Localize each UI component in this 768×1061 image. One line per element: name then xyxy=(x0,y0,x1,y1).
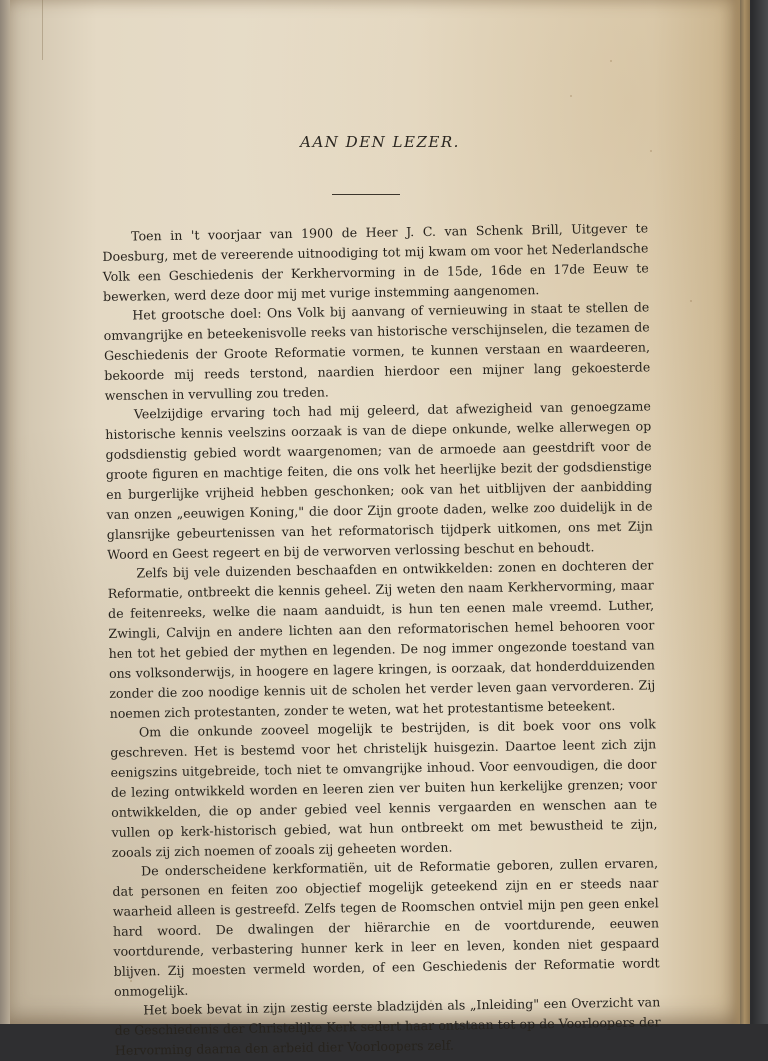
page-fold xyxy=(32,0,43,60)
paragraph-6: De onderscheidene kerkformatiën, uit de Reformatie geboren, zullen ervaren, dat personen en feiten zoo objectief mogelijk geteekend zijn en er steeds naar waarheid alleen is gestreefd. Zelfs tegen de Roomschen ontviel mijn pen geen enkel hard woord. De dwalingen der hiërarchie en de voortdurende, eeuwen voortdurende, verbastering hunner kerk in leer en leven, konden niet gespaard blijven. Zij moesten vermeld worden, of een Geschiedenis der Reformatie wordt onmogelijk. xyxy=(112,855,660,999)
title-rule xyxy=(332,194,400,195)
paragraph-3: Veelzijdige ervaring toch had mij geleerd, dat afwezigheid van genoegzame historische kennis veelszins oorzaak is van de diepe onkunde, welke allerwegen op godsdienstig gebied wordt waargenomen; van de armoede aan geestdrift voor de groote figuren en machtige feiten, die ons volk het heerlijke bezit der godsdienstige en burgerlijke vrijheid hebben geschonken; ook van het uitblijven der aanbidding van onzen „eeuwigen Koning," die door Zijn groote daden, welke zoo duidelijk in de glansrijke gebeurtenissen van het reformatorisch tijdperk uitkomen, ons met Zijn Woord en Geest regeert en bij de verworven verlossing beschut en behoudt. xyxy=(105,398,653,562)
body-text xyxy=(102,218,661,1059)
page-edge-shadow xyxy=(732,0,750,1024)
paragraph-5: Om die onkunde zooveel mogelijk te bestrijden, is dit boek voor ons volk geschreven. Het is bestemd voor het christelijk huisgezin. Daartoe leent zich zijn eenigszins uitgebreide, toch niet te omvangrijke inhoud. Voor eenvoudigen, die door de lezing ontwikkeld worden en leeren zien ver buiten hun kerkelijke grenzen; voor ontwikkelden, die op ander gebied veel kennis vergaarden en wenschen aan te vullen op kerk-historisch gebied, wat hun ontbreekt om met bewustheid te zijn, zooals zij zich noemen of zooals zij geheeten worden. xyxy=(110,716,658,860)
book-page xyxy=(10,0,740,1058)
paragraph-4: Zelfs bij vele duizenden beschaafden en ontwikkelden: zonen en dochteren der Reformatie, ontbreekt die kennis geheel. Zij weten den naam Kerkhervorming, maar de feitenreeks, welke die naam aanduidt, is hun ten eenen male vreemd. Luther, Zwingli, Calvijn en andere lichten aan den reformatorischen hemel behooren voor hen tot het gebied der mythen en legenden. De nog immer ongezonde toestand van ons volksonderwijs, in hoogere en lagere kringen, is oorzaak, dat honderdduizenden zonder die zoo noodige kennis uit de scholen het verder leven gaan vervorderen. Zij noemen zich protestanten, zonder te weten, wat het protestantisme beteekent. xyxy=(107,557,656,721)
paragraph-7: Het boek bevat in zijn zestig eerste bladzijden als „Inleiding" een Overzicht van de Geschiedenis der Christelijke Kerk sedert haar ontstaan tot op de Voorloopers der Hervorming daarna den arbeid dier Voorloopers zelf. xyxy=(114,994,661,1058)
paragraph-2: Het grootsche doel: Ons Volk bij aanvang of vernieuwing in staat te stellen de omvangrijke en beteekenisvolle reeks van historische verschijnselen, die tezamen de Geschiedenis der Groote Reformatie vormen, te kunnen verstaan en waardeeren, bekoorde mij reeds terstond, naardien hierdoor een mijner lang gekoesterde wenschen in vervulling zou treden. xyxy=(103,299,651,403)
page-title: AAN DEN LEZER. xyxy=(300,133,460,151)
paragraph-1: Toen in 't voorjaar van 1900 de Heer J. C. van Schenk Brill, Uitgever te Doesburg, met de vereerende uitnoodiging tot mij kwam om voor het Nederlandsche Volk een Geschiedenis der Kerkhervorming in de 15de, 16de en 17de Eeuw te bewerken, werd deze door mij met vurige instemming aangenomen. xyxy=(102,220,649,304)
